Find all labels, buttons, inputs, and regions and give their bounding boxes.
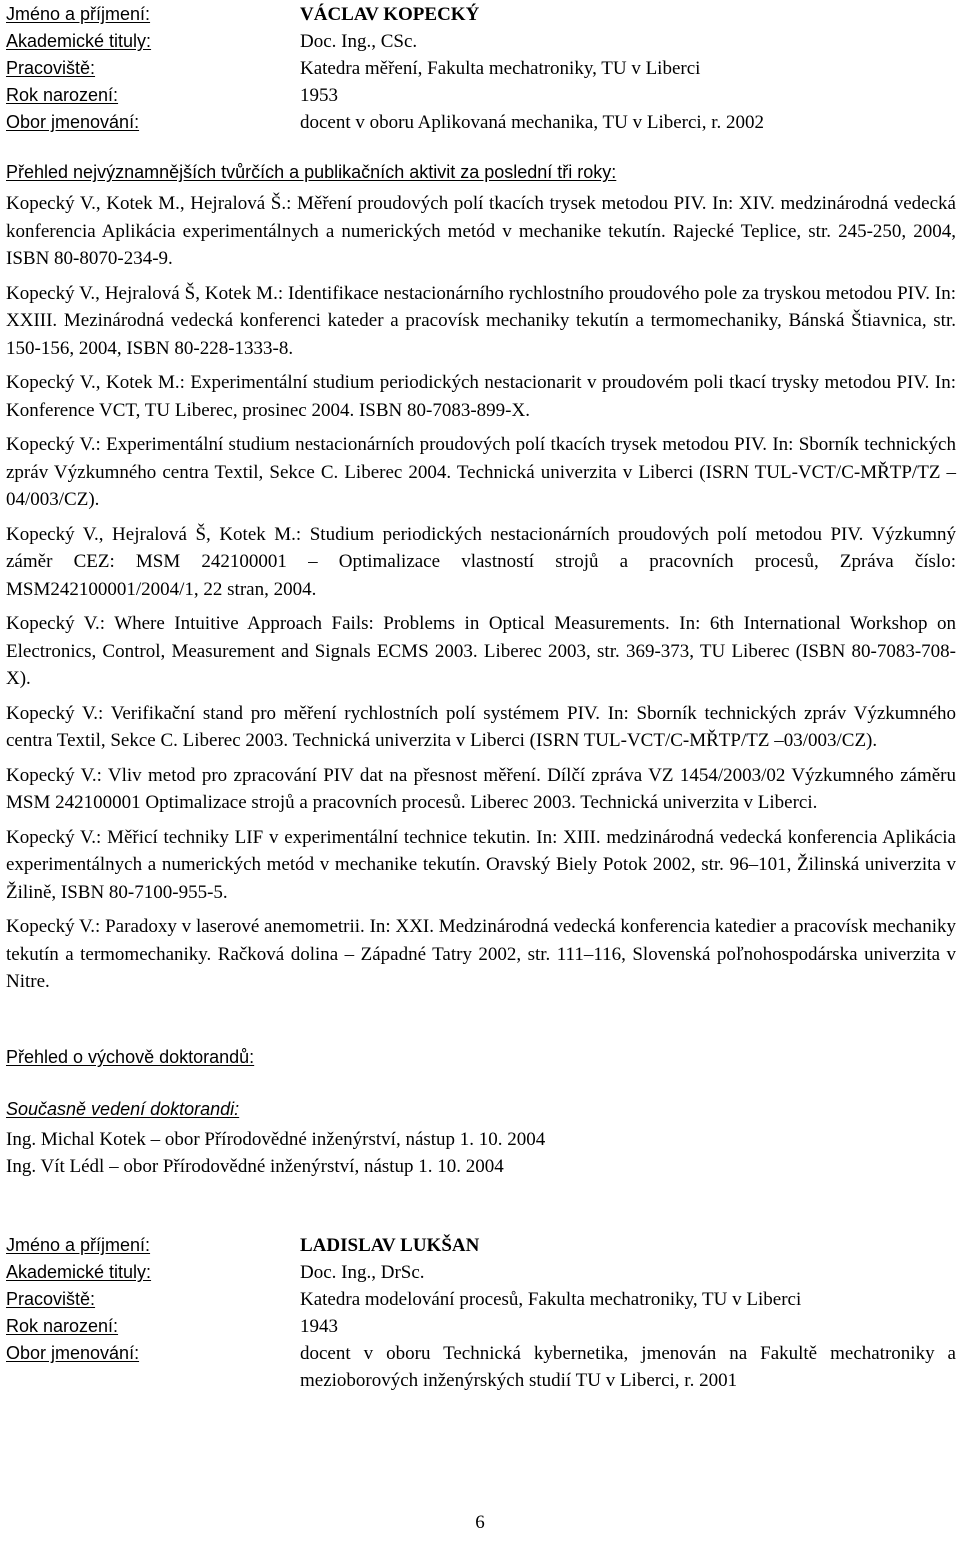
field-label: Akademické tituly:	[6, 1262, 152, 1282]
publications-heading: Přehled nejvýznamnějších tvůrčích a publikačních aktivit za poslední tři roky:	[6, 162, 617, 182]
publication-item: Kopecký V.: Verifikační stand pro měření rychlostních polí systémem PIV. In: Sborník technických zpráv Výzkumného centra Textil, Sekce C. Liberec 2003. Technická univerzita v Liberci (ISRN TUL-VCT/C-MŘTP/TZ –03/003/CZ).	[6, 702, 956, 751]
publication-item: Kopecký V.: Paradoxy v laserové anemometrii. In: XXI. Medzinárodná vedecká konferencia katedier a pracovísk mechaniky tekutín a termomechaniky. Račková dolina – Západné Tatry 2002, str. 111–116, Slovenská poľnohospodárska univerzita v Nitre.	[6, 916, 956, 992]
field-workplace	[6, 55, 956, 82]
field-value: Doc. Ing., DrSc.	[300, 1262, 425, 1283]
publications-list	[6, 190, 956, 996]
field-label: Akademické tituly:	[6, 31, 152, 51]
field-label: Rok narození:	[6, 85, 119, 105]
field-value: docent v oboru Technická kybernetika, jmenován na Fakultě mechatroniky a mezioborových inženýrských studií TU v Liberci, r. 2001	[300, 1343, 956, 1391]
field-label: Rok narození:	[6, 1316, 119, 1336]
field-value: docent v oboru Aplikovaná mechanika, TU v Liberci, r. 2002	[300, 112, 764, 133]
publication-item: Kopecký V., Hejralová Š, Kotek M.: Studium periodických nestacionárních proudových polí metodou PIV. Výzkumný záměr CEZ: MSM 242100001 – Optimalizace vlastností strojů a pracovních procesů, Zpráva číslo: MSM242100001/2004/1, 22 stran, 2004.	[6, 523, 956, 600]
field-value: Katedra modelování procesů, Fakulta mechatroniky, TU v Liberci	[300, 1289, 802, 1310]
field-value: Doc. Ing., CSc.	[300, 31, 418, 52]
publication-item: Kopecký V., Kotek M., Hejralová Š.: Měření proudových polí tkacích trysek metodou PIV. In: XIV. medzinárodná vedecká konferencia Aplikácia experimentálnych a numerických metód v mechanike tekutín. Rajecké Teplice, str. 245-250, 2004, ISBN 80-8070-234-9.	[6, 193, 956, 269]
person-name: LADISLAV LUKŠAN	[300, 1235, 480, 1256]
publication-item: Kopecký V.: Experimentální studium nestacionárních proudových polí tkacích trysek metodou PIV. In: Sborník technických zpráv Výzkumného centra Textil, Sekce C. Liberec 2004. Technická univerzita v Liberci (ISRN TUL-VCT/C-MŘTP/TZ –04/003/CZ).	[6, 434, 956, 510]
person-name: VÁCLAV KOPECKÝ	[300, 4, 480, 25]
publication-item: Kopecký V.: Where Intuitive Approach Fails: Problems in Optical Measurements. In: 6th International Workshop on Electronics, Control, Measurement and Signals ECMS 2003. Liberec 2003, str. 369-373, TU Liberec (ISBN 80-7083-708-X).	[6, 613, 956, 689]
person1-fields	[6, 1, 956, 136]
field-name	[6, 1232, 956, 1259]
field-label: Pracoviště:	[6, 58, 96, 78]
field-birth-year	[6, 1313, 956, 1340]
publication-item: Kopecký V.: Měřicí techniky LIF v experimentální technice tekutin. In: XIII. medzinárodná vedecká konferencia Aplikácia experimentálnych a numerických metód v mechanike tekutín. Oravský Biely Potok 2002, str. 96–101, Žilinská univerzita v Žilině, ISBN 80-7100-955-5.	[6, 826, 956, 903]
field-label: Obor jmenování:	[6, 112, 140, 132]
field-appointment	[6, 109, 956, 136]
publication-item: Kopecký V.: Vliv metod pro zpracování PIV dat na přesnost měření. Dílčí zpráva VZ 1454/2003/02 Výzkumného záměru MSM 242100001 Optimalizace strojů a pracovních procesů. Liberec 2003. Technická univerzita v Liberci.	[6, 764, 956, 813]
field-titles	[6, 1259, 956, 1286]
field-value: 1953	[300, 85, 338, 106]
field-label: Obor jmenování:	[6, 1343, 140, 1363]
field-appointment	[6, 1340, 956, 1394]
field-label: Jméno a příjmení:	[6, 1235, 151, 1255]
field-value: 1943	[300, 1316, 338, 1337]
field-name	[6, 1, 956, 28]
current-doctorands-heading: Současně vedení doktorandi:	[6, 1099, 240, 1119]
field-titles	[6, 28, 956, 55]
field-value: Katedra měření, Fakulta mechatroniky, TU v Liberci	[300, 58, 701, 79]
page-number: 6	[475, 1512, 485, 1533]
field-workplace	[6, 1286, 956, 1313]
publication-item: Kopecký V., Kotek M.: Experimentální studium periodických nestacionarit v proudovém poli tkací trysky metodou PIV. In: Konference VCT, TU Liberec, prosinec 2004. ISBN 80-7083-899-X.	[6, 372, 956, 421]
doctorands-list	[6, 1126, 956, 1180]
field-label: Jméno a příjmení:	[6, 4, 151, 24]
doctoral-heading: Přehled o výchově doktorandů:	[6, 1047, 255, 1067]
field-label: Pracoviště:	[6, 1289, 96, 1309]
doctorand-item: Ing. Vít Lédl – obor Přírodovědné inženýrství, nástup 1. 10. 2004	[6, 1156, 504, 1177]
person2-fields	[6, 1232, 956, 1394]
field-birth-year	[6, 82, 956, 109]
doctorand-item: Ing. Michal Kotek – obor Přírodovědné inženýrství, nástup 1. 10. 2004	[6, 1129, 546, 1150]
publication-item: Kopecký V., Hejralová Š, Kotek M.: Identifikace nestacionárního rychlostního proudového pole za tryskou metodou PIV. In: XXIII. Mezinárodná vedecká konferenci kateder a pracovísk mechaniky tekutín a termomechaniky, Bánská Štiavnica, str. 150-156, 2004, ISBN 80-228-1333-8.	[6, 282, 956, 359]
